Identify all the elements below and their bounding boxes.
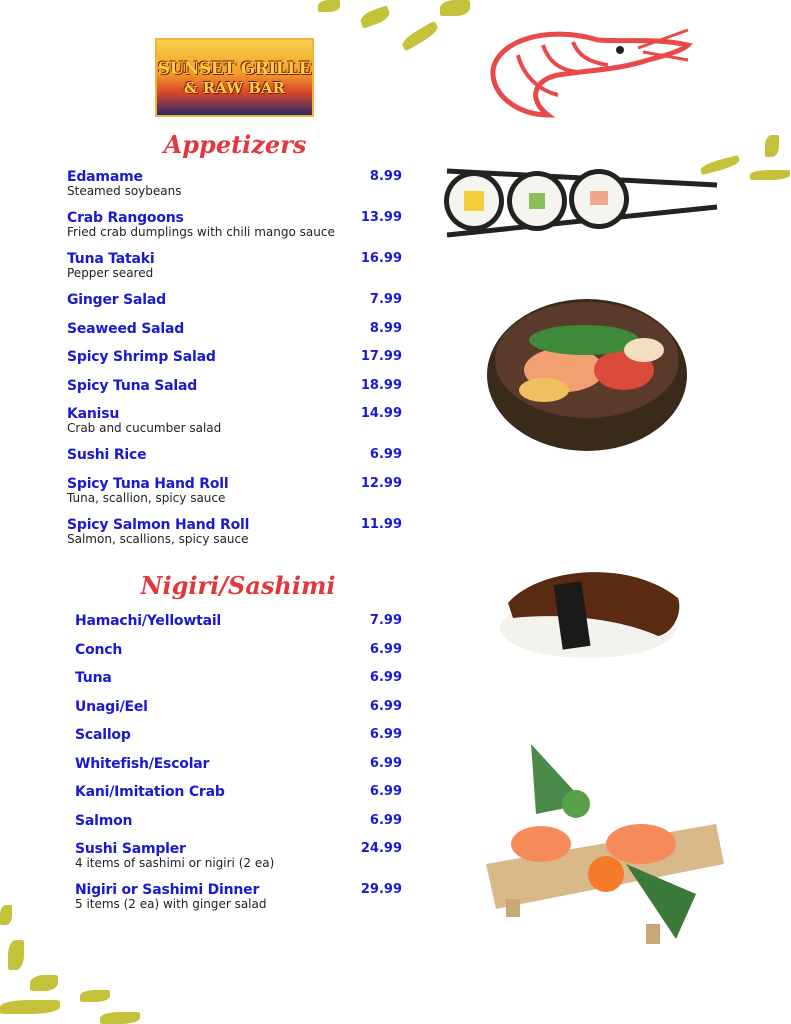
menu-item-text [75, 613, 221, 629]
section-heading-appetizers: Appetizers [163, 130, 307, 159]
menu-item-text [67, 447, 146, 463]
sushi-roll-image [442, 163, 720, 239]
menu-item-price: 6.99 [369, 447, 402, 462]
menu-item-description: Fried crab dumplings with chili mango sauce [67, 225, 335, 239]
menu-item [67, 406, 402, 447]
menu-item-price: 7.99 [369, 613, 402, 628]
menu-item [75, 784, 402, 813]
menu-item-name: Ginger Salad [67, 292, 166, 308]
menu-item-description: Steamed soybeans [67, 184, 182, 198]
menu-item-text [67, 292, 166, 308]
menu-item-price: 8.99 [369, 169, 402, 184]
menu-item [67, 476, 402, 517]
logo-line2: & RAW BAR [184, 78, 285, 97]
leaf-decoration [765, 135, 779, 157]
menu-item [67, 251, 402, 292]
leaf-decoration [100, 1012, 140, 1024]
menu-item-price: 17.99 [360, 349, 402, 364]
menu-item-name: Conch [75, 641, 123, 658]
menu-item-description: 4 items of sashimi or nigiri (2 ea) [75, 856, 275, 870]
menu-item-text [75, 813, 132, 829]
menu-item [75, 727, 402, 756]
menu-item [75, 613, 402, 642]
menu-item-description: Salmon, scallions, spicy sauce [67, 531, 249, 546]
menu-item-text [67, 476, 229, 505]
menu-item [67, 169, 402, 210]
menu-item-price: 6.99 [369, 670, 402, 685]
menu-item-name: Sushi Sampler [75, 841, 186, 857]
menu-item-price: 24.99 [360, 841, 402, 856]
menu-item-price: 29.99 [360, 882, 402, 897]
menu-item [67, 292, 402, 321]
leaf-decoration [750, 170, 790, 180]
leaf-decoration [30, 975, 58, 991]
menu-item [75, 756, 402, 785]
menu-item-price: 6.99 [369, 641, 402, 657]
menu-item-price: 6.99 [369, 812, 402, 828]
menu-item-text [75, 642, 122, 658]
menu-item [75, 813, 402, 842]
leaf-decoration [0, 1000, 60, 1014]
leaf-decoration [359, 5, 392, 28]
menu-item-text [67, 210, 335, 239]
menu-item-description: 5 items (2 ea) with ginger salad [75, 897, 267, 911]
leaf-decoration [0, 905, 12, 925]
menu-item-name: Tuna Tataki [67, 251, 155, 267]
menu-item [75, 670, 402, 699]
leaf-decoration [440, 0, 470, 16]
menu-item-text [75, 670, 112, 686]
menu-item-name: Hamachi/Yellowtail [75, 613, 222, 629]
menu-item-text [67, 349, 216, 365]
menu-item-text [75, 882, 266, 911]
menu-item-name: Kani/Imitation Crab [75, 784, 225, 800]
menu-item-description: Tuna, scallion, spicy sauce [67, 490, 226, 505]
menu-item [67, 349, 402, 378]
section-heading-nigiri-sashimi: Nigiri/Sashimi [140, 571, 336, 600]
menu-item [75, 642, 402, 671]
menu-item-price: 13.99 [360, 210, 402, 225]
menu-item [75, 882, 402, 923]
leaf-decoration [8, 940, 24, 970]
restaurant-logo [155, 38, 314, 117]
menu-item [75, 841, 402, 882]
leaf-decoration [318, 0, 340, 12]
menu-item-price: 7.99 [369, 292, 402, 307]
menu-item-name: Nigiri or Sashimi Dinner [75, 882, 260, 898]
menu-item-text [67, 406, 221, 435]
menu-item-price: 6.99 [369, 755, 402, 771]
menu-item-name: Seaweed Salad [67, 320, 185, 337]
menu-item-text [67, 378, 197, 394]
menu-item-name: Edamame [67, 169, 143, 185]
menu-item-text [67, 517, 249, 546]
appetizers-menu [67, 169, 402, 558]
menu-item-text [75, 841, 274, 870]
menu-item-price: 12.99 [360, 475, 402, 491]
menu-item-name: Scallop [75, 727, 131, 743]
menu-item-price: 6.99 [369, 784, 402, 799]
menu-item-price: 11.99 [360, 516, 402, 532]
menu-item-price: 8.99 [369, 320, 402, 336]
menu-item-name: Spicy Shrimp Salad [67, 349, 216, 365]
menu-item-text [75, 699, 148, 715]
unagi-nigiri-image [498, 558, 692, 662]
menu-item-name: Unagi/Eel [75, 698, 148, 715]
menu-item-name: Spicy Salmon Hand Roll [67, 516, 250, 533]
menu-item-price: 6.99 [369, 727, 402, 742]
menu-item-price: 6.99 [369, 698, 402, 714]
menu-item-name: Tuna [75, 670, 112, 686]
menu-item-name: Spicy Tuna Salad [67, 377, 198, 394]
sushi-platter-bowl-image [484, 290, 690, 454]
menu-item-text [75, 756, 209, 772]
menu-item-description: Pepper seared [67, 266, 154, 280]
menu-item [67, 447, 402, 476]
menu-item-text [75, 727, 131, 743]
leaf-decoration [80, 990, 110, 1002]
logo-line1: SUNSET GRILLE [157, 58, 312, 79]
menu-item [67, 210, 402, 251]
menu-item-name: Crab Rangoons [67, 210, 184, 226]
menu-item-name: Kanisu [67, 406, 120, 422]
shrimp-illustration [488, 20, 693, 120]
menu-item [67, 378, 402, 407]
menu-item [75, 699, 402, 728]
menu-item-price: 16.99 [360, 251, 402, 266]
nigiri-sashimi-menu [75, 613, 402, 923]
leaf-decoration [400, 21, 441, 51]
menu-item-text [75, 784, 225, 800]
menu-item-price: 18.99 [360, 377, 402, 393]
menu-item [67, 321, 402, 350]
menu-item-text [67, 251, 155, 280]
sashimi-board-image [476, 744, 730, 952]
menu-item-text [67, 169, 181, 198]
menu-item-description: Crab and cucumber salad [67, 421, 222, 435]
menu-item-text [67, 321, 184, 337]
menu-item-name: Sushi Rice [67, 447, 147, 463]
menu-item-name: Whitefish/Escolar [75, 755, 210, 772]
menu-item [67, 517, 402, 558]
menu-item-name: Spicy Tuna Hand Roll [67, 475, 229, 492]
menu-item-name: Salmon [75, 812, 133, 829]
menu-item-price: 14.99 [360, 406, 402, 421]
